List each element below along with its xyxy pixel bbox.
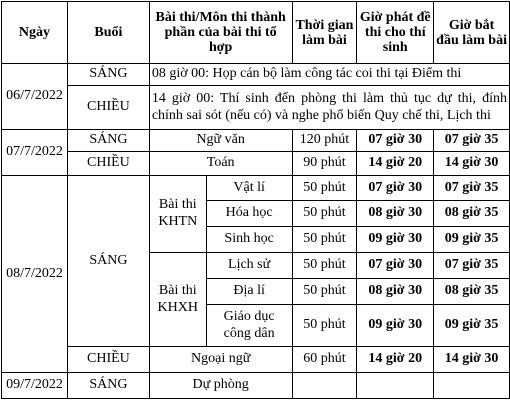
table-row (2, 347, 510, 373)
issue-time-cell: 14 giờ 20 (357, 152, 434, 176)
duration-cell: 50 phút (292, 305, 357, 347)
header-gio-phat: Giờ phát đề thi cho thí sinh (357, 2, 434, 64)
date-cell: 06/7/2022 (2, 64, 68, 130)
start-time-cell: 14 giờ 30 (434, 152, 510, 176)
start-time-cell: 08 giờ 35 (434, 201, 510, 227)
duration-cell: 90 phút (292, 152, 357, 176)
table-row (2, 86, 510, 130)
issue-time-cell: 07 giờ 30 (357, 253, 434, 279)
subject-cell: Hóa học (206, 201, 292, 227)
duration-cell: 50 phút (292, 253, 357, 279)
issue-time-cell: 09 giờ 30 (357, 305, 434, 347)
start-time-cell: 08 giờ 35 (434, 279, 510, 305)
issue-time-cell: 09 giờ 30 (357, 227, 434, 253)
duration-cell (292, 373, 357, 399)
duration-cell: 50 phút (292, 201, 357, 227)
header-mon-thi: Bài thi/Môn thi thành phần của bài thi tổ hợp (149, 2, 292, 64)
start-time-cell: 07 giờ 35 (434, 176, 510, 201)
session-cell: CHIỀU (67, 347, 149, 373)
issue-time-cell: 07 giờ 30 (357, 130, 434, 152)
issue-time-cell: 08 giờ 30 (357, 279, 434, 305)
duration-cell: 50 phút (292, 279, 357, 305)
duration-cell: 50 phút (292, 176, 357, 201)
session-cell: SÁNG (67, 373, 149, 399)
date-cell: 07/7/2022 (2, 130, 68, 176)
table-row (2, 130, 510, 152)
subject-cell: Sinh học (206, 227, 292, 253)
start-time-cell: 07 giờ 35 (434, 130, 510, 152)
subject-cell: Toán (149, 152, 292, 176)
note-cell: 08 giờ 00: Họp cán bộ làm công tác coi thi tại Điểm thi (149, 64, 509, 86)
issue-time-cell: 14 giờ 20 (357, 347, 434, 373)
note-cell: 14 giờ 00: Thí sinh đến phòng thi làm thủ tục dự thi, đính chính sai sót (nếu có) và nghe phổ biến Quy chế thi, Lịch thi (149, 86, 509, 130)
start-time-cell: 09 giờ 35 (434, 305, 510, 347)
khtn-label: Bài thi KHTN (149, 176, 206, 253)
start-time-cell (434, 373, 510, 399)
session-cell: CHIỀU (67, 86, 149, 130)
duration-cell: 50 phút (292, 227, 357, 253)
subject-cell: Giáo dục công dân (206, 305, 292, 347)
header-row (2, 2, 510, 64)
subject-cell: Ngoại ngữ (149, 347, 292, 373)
header-buoi: Buổi (67, 2, 149, 64)
table-row (2, 152, 510, 176)
subject-cell: Ngữ văn (149, 130, 292, 152)
header-ngay: Ngày (2, 2, 68, 64)
table-row (2, 373, 510, 399)
duration-cell: 60 phút (292, 347, 357, 373)
subject-cell: Địa lí (206, 279, 292, 305)
khxh-label: Bài thi KHXH (149, 253, 206, 347)
table-row (2, 176, 510, 201)
subject-cell: Vật lí (206, 176, 292, 201)
session-cell: SÁNG (67, 64, 149, 86)
date-cell: 08/7/2022 (2, 176, 68, 373)
start-time-cell: 07 giờ 35 (434, 253, 510, 279)
exam-schedule-table (1, 1, 510, 399)
duration-cell: 120 phút (292, 130, 357, 152)
date-cell: 09/7/2022 (2, 373, 68, 399)
issue-time-cell: 07 giờ 30 (357, 176, 434, 201)
header-gio-bat-dau: Giờ bắt đầu làm bài (434, 2, 510, 64)
subject-cell: Lịch sử (206, 253, 292, 279)
session-cell: CHIỀU (67, 152, 149, 176)
issue-time-cell (357, 373, 434, 399)
issue-time-cell: 08 giờ 30 (357, 201, 434, 227)
session-cell: SÁNG (67, 130, 149, 152)
header-thoi-gian: Thời gian làm bài (292, 2, 357, 64)
start-time-cell: 09 giờ 35 (434, 227, 510, 253)
start-time-cell: 14 giờ 30 (434, 347, 510, 373)
table-row (2, 64, 510, 86)
session-cell: SÁNG (67, 176, 149, 347)
subject-cell: Dự phòng (149, 373, 292, 399)
